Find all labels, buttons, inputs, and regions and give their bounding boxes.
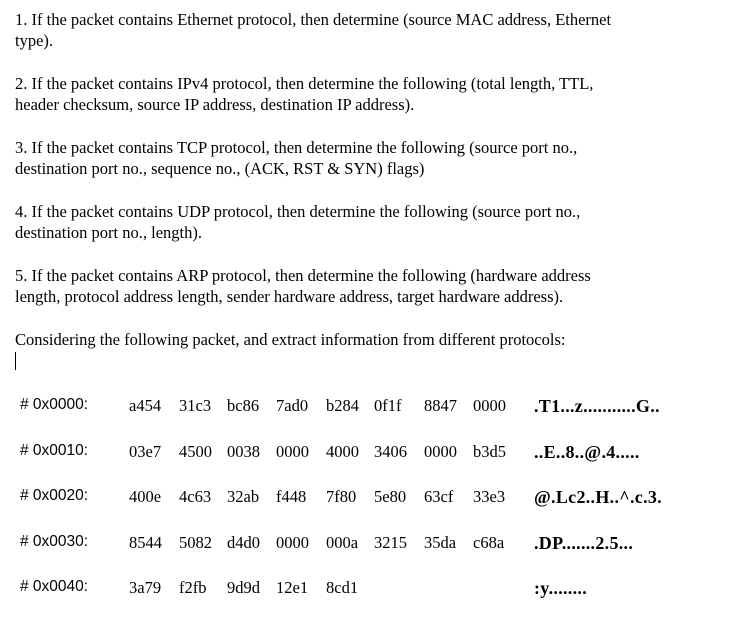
- hex-word: d4d0: [227, 532, 260, 552]
- text-cursor[interactable]: [15, 352, 16, 370]
- question-2: [15, 73, 715, 115]
- question-5: [15, 265, 715, 307]
- hex-word: 7f80: [326, 487, 357, 506]
- hex-word: b3d5: [473, 441, 506, 461]
- question-5-line-1: 5. If the packet contains ARP protocol, then determine the following (hardware address: [15, 266, 591, 285]
- intro-text: Considering the following packet, and extract information from different protocols:: [15, 330, 566, 349]
- question-4: [15, 201, 715, 243]
- hexdump-offset: # 0x0040:: [20, 578, 89, 595]
- hexdump-offset: # 0x0010:: [20, 441, 89, 459]
- question-3-line-1: 3. If the packet contains TCP protocol, then determine the following (source port no.,: [15, 138, 578, 157]
- question-1: [15, 9, 715, 51]
- hex-word: 3406: [374, 441, 407, 461]
- hexdump-ascii: :y........: [534, 578, 588, 598]
- hex-word: 35da: [424, 532, 457, 552]
- hexdump-row: [20, 487, 710, 533]
- hex-word: 3215: [374, 532, 407, 552]
- hex-word: bc86: [227, 396, 260, 415]
- hex-word: 400e: [129, 487, 162, 506]
- hexdump-row: [20, 396, 710, 442]
- question-2-line-2: header checksum, source IP address, destination IP address).: [15, 95, 415, 114]
- hex-word: 63cf: [424, 487, 454, 506]
- hex-word: 33e3: [473, 487, 506, 506]
- hexdump-offset: # 0x0000:: [20, 396, 89, 413]
- hexdump-row: [20, 442, 710, 488]
- hex-word: 12e1: [276, 578, 309, 597]
- hex-word: 4000: [326, 441, 359, 461]
- question-3: [15, 137, 715, 179]
- hexdump-ascii: ..E..8..@.4.....: [534, 441, 640, 462]
- hex-word: 4500: [179, 441, 212, 461]
- hexdump-row: [20, 578, 710, 624]
- hex-word: 0000: [276, 532, 309, 552]
- hex-word: 5e80: [374, 487, 407, 506]
- packet-hexdump: [20, 396, 710, 624]
- question-2-line-1: 2. If the packet contains IPv4 protocol, then determine the following (total length, TTL,: [15, 74, 594, 93]
- hex-word: 4c63: [179, 487, 212, 506]
- hex-word: 3a79: [129, 578, 162, 597]
- hex-word: 0f1f: [374, 396, 402, 415]
- question-5-line-2: length, protocol address length, sender hardware address, target hardware address).: [15, 287, 564, 306]
- hex-word: 31c3: [179, 396, 212, 415]
- hexdump-ascii: .DP.......2.5...: [534, 532, 634, 553]
- hex-word: c68a: [473, 532, 505, 552]
- hex-word: 5082: [179, 532, 212, 552]
- question-1-line-1: 1. If the packet contains Ethernet protocol, then determine (source MAC address, Ethernet: [15, 10, 612, 29]
- hexdump-offset: # 0x0020:: [20, 487, 89, 504]
- question-4-line-2: destination port no., length).: [15, 223, 202, 242]
- hex-word: b284: [326, 396, 359, 415]
- hex-word: 0000: [276, 441, 309, 461]
- question-1-line-2: type).: [15, 31, 54, 50]
- hex-word: 8544: [129, 532, 162, 552]
- hexdump-offset: # 0x0030:: [20, 532, 89, 550]
- hexdump-row: [20, 533, 710, 579]
- hex-word: 8cd1: [326, 578, 359, 597]
- question-document: [15, 9, 715, 370]
- hex-word: f448: [276, 487, 307, 506]
- hex-word: 32ab: [227, 487, 260, 506]
- hex-word: f2fb: [179, 578, 207, 597]
- question-3-line-2: destination port no., sequence no., (ACK, RST & SYN) flags): [15, 159, 425, 178]
- hex-word: 7ad0: [276, 396, 309, 415]
- hex-word: 9d9d: [227, 578, 260, 597]
- hex-word: 0038: [227, 441, 260, 461]
- hex-word: 0000: [473, 396, 506, 415]
- hexdump-ascii: @.Lc2..H..^.c.3.: [534, 487, 662, 507]
- hexdump-ascii: .T1...z...........G..: [534, 396, 660, 416]
- hex-word: a454: [129, 396, 162, 415]
- hex-word: 000a: [326, 532, 359, 552]
- hex-word: 03e7: [129, 441, 162, 461]
- question-4-line-1: 4. If the packet contains UDP protocol, then determine the following (source port no.,: [15, 202, 581, 221]
- hex-word: 8847: [424, 396, 457, 415]
- hex-word: 0000: [424, 441, 457, 461]
